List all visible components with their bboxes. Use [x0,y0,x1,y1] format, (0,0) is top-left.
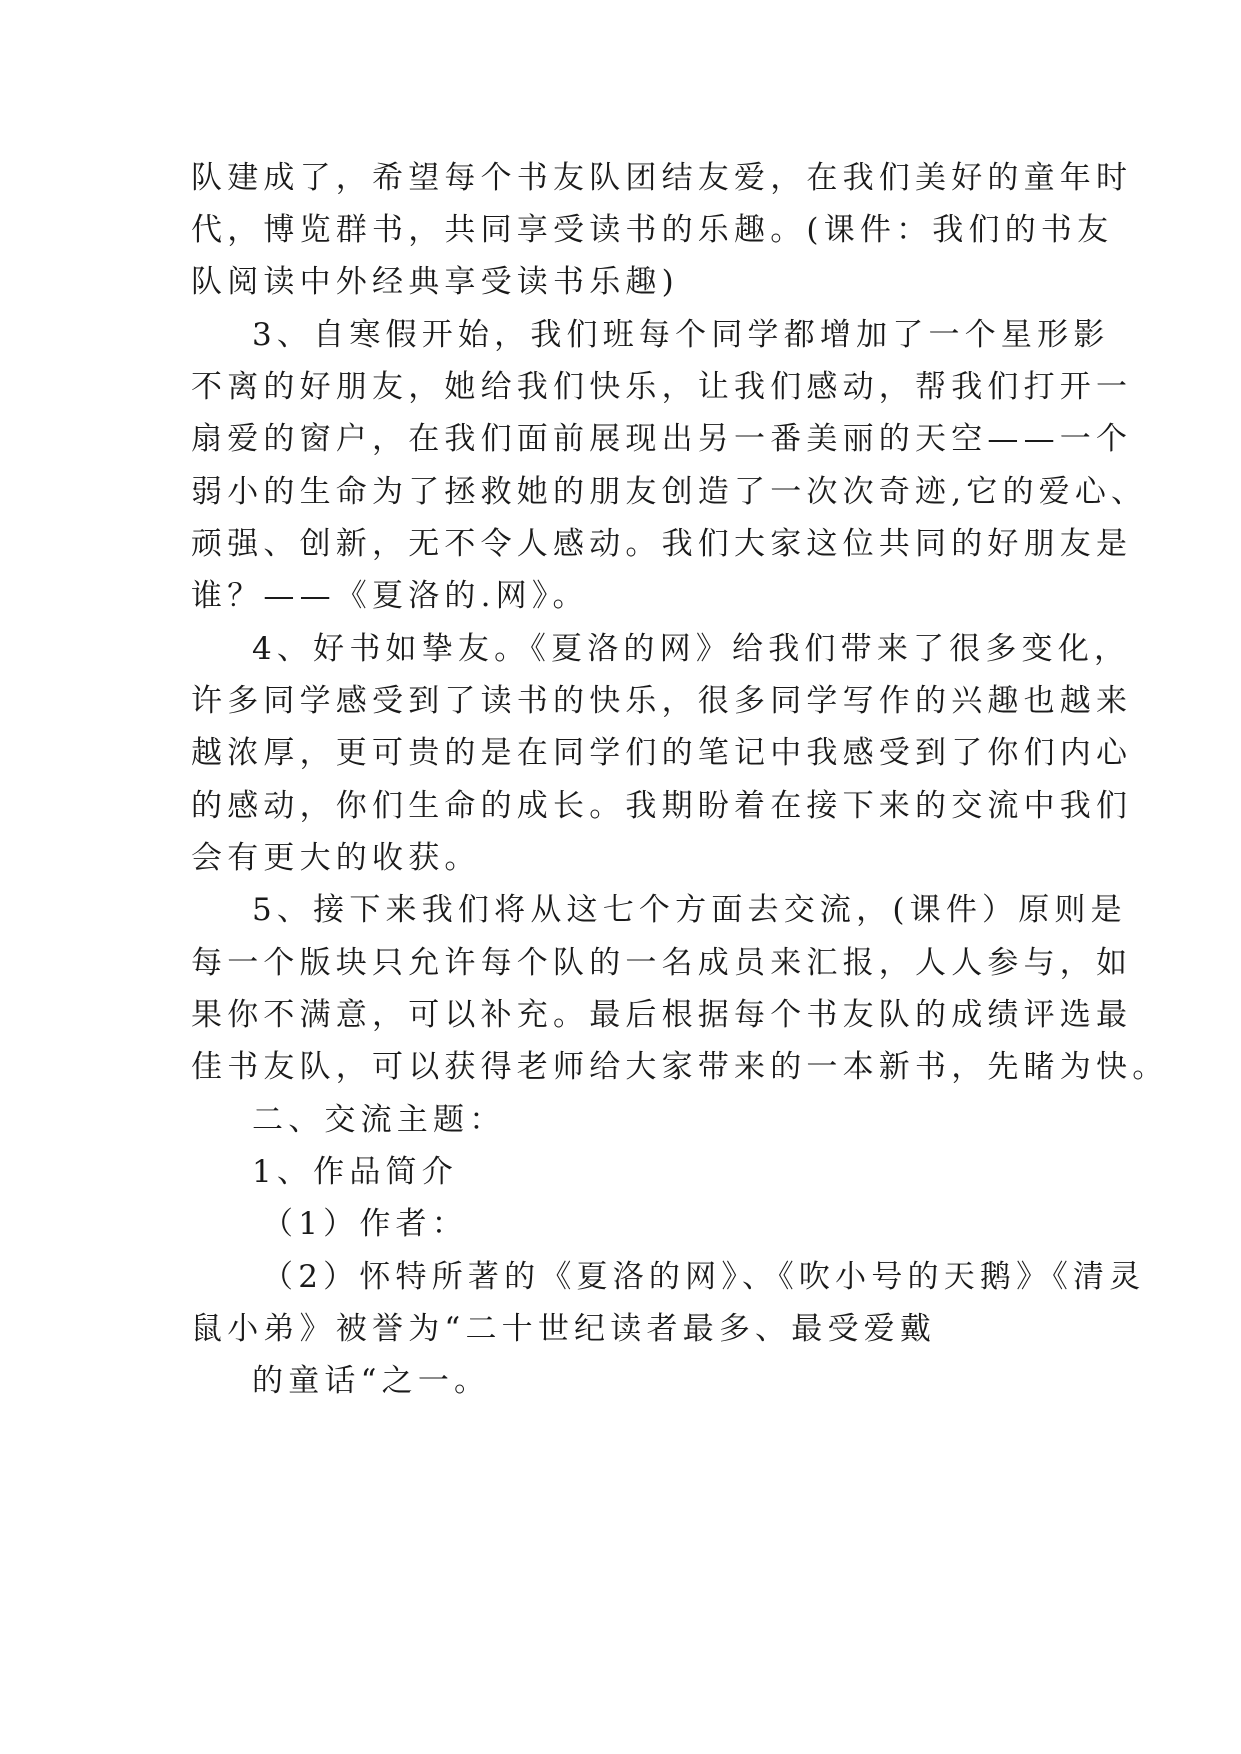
text-line: 果你不满意，可以补充。最后根据每个书友队的成绩评选最 [191,997,1133,1033]
text-line: 扇爱的窗户，在我们面前展现出另一番美丽的天空——一个 [191,421,1133,457]
text-line: 不离的好朋友，她给我们快乐，让我们感动，帮我们打开一 [191,369,1133,405]
text-line: 鼠小弟》被誉为“二十世纪读者最多、最受爱戴 [191,1311,937,1347]
text-line: 许多同学感受到了读书的快乐，很多同学写作的兴趣也越来 [191,683,1133,719]
text-line: 佳书友队，可以获得老师给大家带来的一本新书，先睹为快。 [191,1049,1169,1085]
text-line: 队阅读中外经典享受读书乐趣) [191,264,679,300]
text-line: 顽强、创新，无不令人感动。我们大家这位共同的好朋友是 [191,526,1133,562]
text-line: 的童话“之一。 [252,1363,491,1399]
text-line: 每一个版块只允许每个队的一名成员来汇报，人人参与，如 [191,945,1133,981]
subsection-heading: 1、作品简介 [252,1154,458,1190]
text-line: 越浓厚，更可贵的是在同学们的笔记中我感受到了你们内心 [191,735,1133,771]
list-item: （1）作者： [262,1206,468,1242]
text-line: 代，博览群书，共同享受读书的乐趣。(课件：我们的书友 [191,212,1114,248]
section-heading: 二、交流主题： [252,1102,506,1138]
paragraph-4-line: 4、好书如挚友。《夏洛的网》给我们带来了很多变化， [252,631,1131,667]
text-line: 弱小的生命为了拯救她的朋友创造了一次次奇迹,它的爱心、 [191,474,1148,510]
text-line: 会有更大的收获。 [191,840,481,876]
list-item: （2）怀特所著的《夏洛的网》、《吹小号的天鹅》《清灵 [262,1259,1146,1295]
text-line: 队建成了，希望每个书友队团结友爱，在我们美好的童年时 [191,160,1133,196]
paragraph-5-line: 5、接下来我们将从这七个方面去交流，(课件）原则是 [252,892,1127,928]
text-line: 谁？——《夏洛的.网》。 [191,578,589,614]
text-line: 的感动，你们生命的成长。我期盼着在接下来的交流中我们 [191,788,1133,824]
paragraph-3-line: 3、自寒假开始，我们班每个同学都增加了一个星形影 [252,317,1110,353]
